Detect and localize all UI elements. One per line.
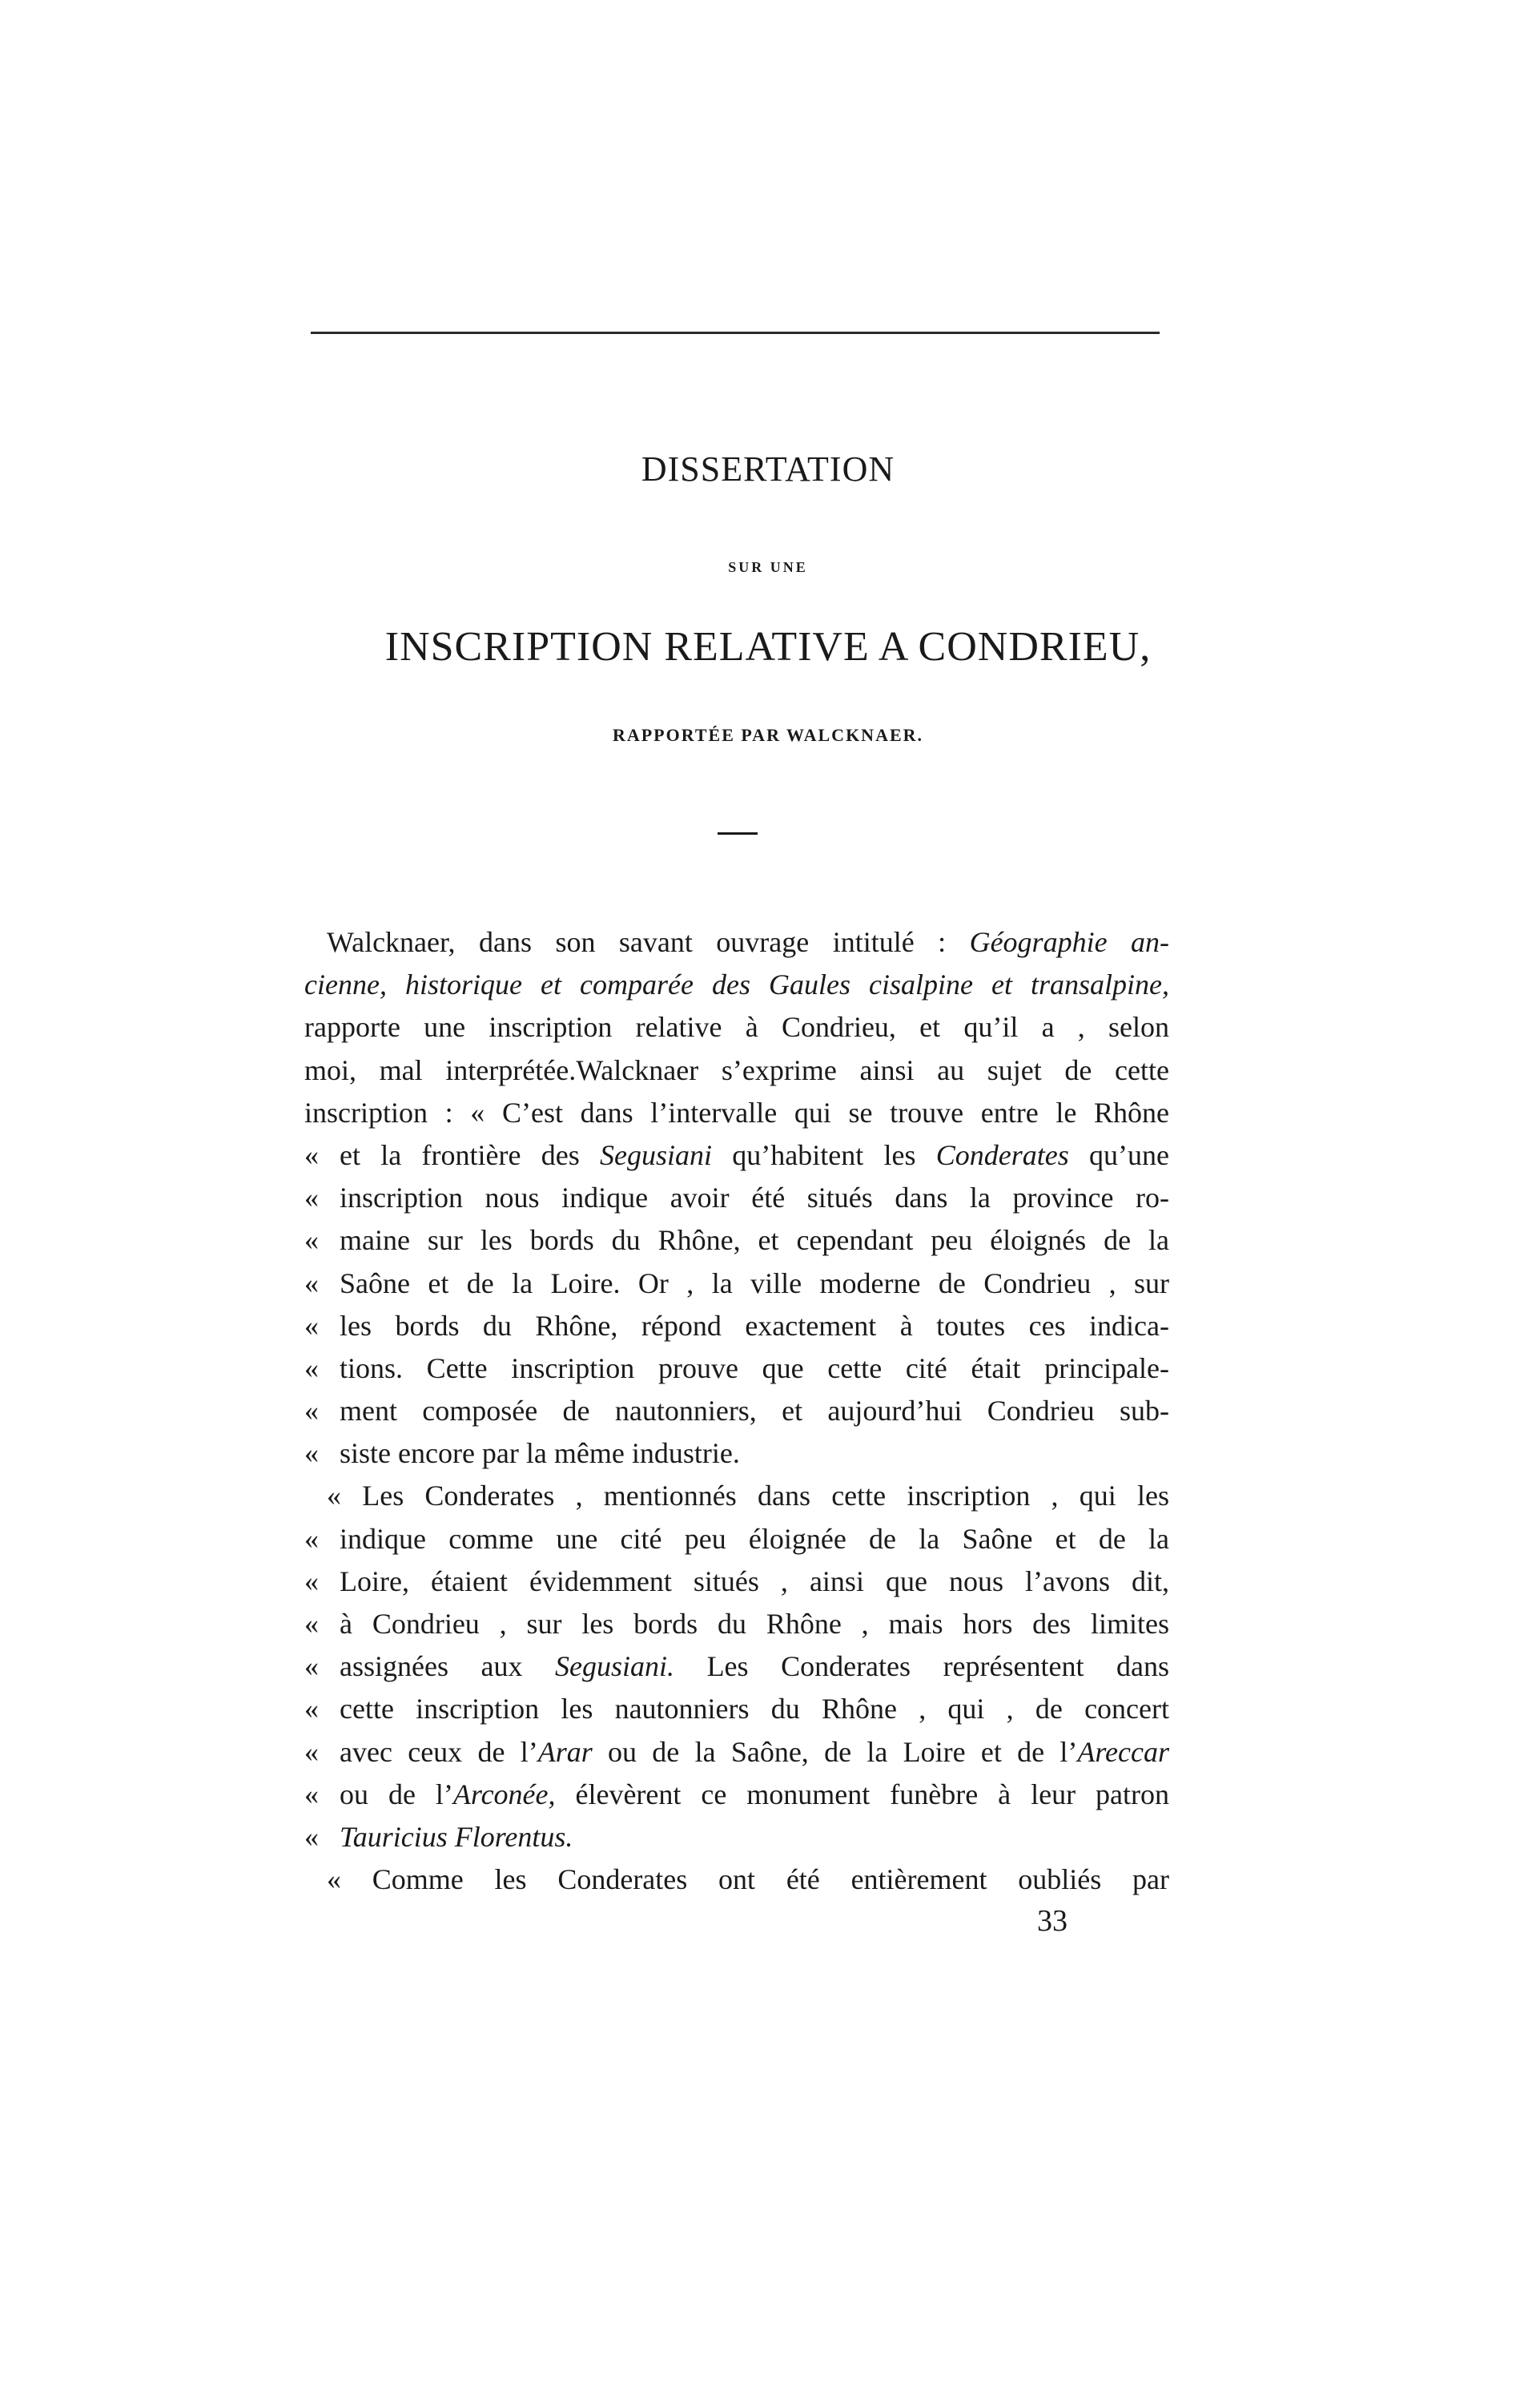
quote-mark: « bbox=[304, 1735, 319, 1768]
text-segment: siste encore par la même industrie. bbox=[340, 1437, 740, 1470]
quote-mark: « bbox=[304, 1437, 319, 1470]
text-segment: Walcknaer, dans son savant ouvrage intitulé : bbox=[327, 926, 970, 958]
text-line bbox=[304, 1774, 1169, 1816]
text-segment: Loire, étaient évidemment situés , ainsi que nous l’avons dit, bbox=[340, 1564, 1169, 1597]
quote-mark: « bbox=[304, 1351, 319, 1384]
text-segment: inscription nous indique avoir été situés dans la province ro- bbox=[340, 1182, 1169, 1214]
text-line bbox=[304, 1518, 1169, 1560]
text-line bbox=[304, 1006, 1169, 1049]
text-line bbox=[304, 1092, 1169, 1134]
text-line bbox=[304, 1390, 1169, 1432]
quote-mark: « bbox=[304, 1266, 319, 1299]
text-line bbox=[304, 964, 1169, 1006]
page-title: DISSERTATION bbox=[641, 449, 895, 489]
text-segment: ment composée de nautonniers, et aujourd’hui Condrieu sub- bbox=[340, 1395, 1169, 1427]
quote-mark: « bbox=[304, 1395, 319, 1427]
text-segment: élevèrent ce monument funèbre à leur patron bbox=[555, 1778, 1169, 1810]
text-line bbox=[304, 1219, 1169, 1262]
text-segment: tions. Cette inscription prouve que cette cité était principale- bbox=[340, 1351, 1169, 1384]
text-line bbox=[304, 1645, 1169, 1688]
italic-text: Arconée, bbox=[452, 1778, 556, 1810]
text-line bbox=[304, 1262, 1169, 1305]
text-segment: qu’une bbox=[1068, 1138, 1170, 1171]
quote-mark: « bbox=[304, 1608, 319, 1640]
text-line bbox=[304, 921, 1169, 964]
page-subtitle: INSCRIPTION RELATIVE A CONDRIEU, bbox=[384, 624, 1152, 670]
italic-text: Areccar bbox=[1077, 1735, 1169, 1768]
text-line bbox=[304, 1177, 1169, 1219]
page-number: 33 bbox=[1037, 1904, 1068, 1938]
text-segment: inscription : « C’est dans l’intervalle qui se trouve entre le Rhône bbox=[304, 1096, 1169, 1129]
text-segment: « Comme les Conderates ont été entièrement oubliés par bbox=[327, 1863, 1169, 1896]
quote-mark: « bbox=[304, 1224, 319, 1257]
text-segment: ou de l’ bbox=[340, 1778, 453, 1810]
text-line bbox=[304, 1305, 1169, 1347]
text-segment: les bords du Rhône, répond exactement à toutes ces indica- bbox=[340, 1309, 1169, 1342]
italic-text: Géographie an- bbox=[969, 926, 1169, 958]
quote-mark: « bbox=[304, 1522, 319, 1555]
text-line bbox=[304, 1347, 1169, 1390]
quote-mark: « bbox=[304, 1309, 319, 1342]
quote-mark: « bbox=[304, 1564, 319, 1597]
byline: RAPPORTÉE PAR WALCKNAER. bbox=[612, 725, 924, 745]
text-line bbox=[304, 1858, 1169, 1901]
text-segment: « Les Conderates , mentionnés dans cette inscription , qui les bbox=[327, 1480, 1169, 1512]
text-segment: maine sur les bords du Rhône, et cependant peu éloignés de la bbox=[340, 1224, 1169, 1257]
italic-text: cienne, historique et comparée des Gaules cisalpine et transalpine, bbox=[304, 968, 1169, 1001]
italic-text: Segusiani. bbox=[555, 1650, 675, 1683]
quote-mark: « bbox=[304, 1778, 319, 1810]
quote-mark: « bbox=[304, 1820, 319, 1853]
text-segment: qu’habitent les bbox=[711, 1138, 936, 1171]
text-segment: Saône et de la Loire. Or , la ville moderne de Condrieu , sur bbox=[340, 1266, 1169, 1299]
text-segment: rapporte une inscription relative à Condrieu, et qu’il a , selon bbox=[304, 1011, 1169, 1044]
quote-mark: « bbox=[304, 1138, 319, 1171]
text-line bbox=[304, 1603, 1169, 1645]
text-segment: et la frontière des bbox=[340, 1138, 600, 1171]
sur-une-label: SUR UNE bbox=[728, 559, 808, 575]
text-segment: indique comme une cité peu éloignée de la Saône et de la bbox=[340, 1522, 1169, 1555]
italic-text: Arar bbox=[537, 1735, 593, 1768]
text-segment: à Condrieu , sur les bords du Rhône , mais hors des limites bbox=[340, 1608, 1169, 1640]
text-line bbox=[304, 1731, 1169, 1774]
text-line bbox=[304, 1560, 1169, 1603]
quote-mark: « bbox=[304, 1693, 319, 1725]
top-rule bbox=[311, 332, 1160, 334]
text-line bbox=[304, 1049, 1169, 1092]
quote-mark: « bbox=[304, 1650, 319, 1683]
text-line bbox=[304, 1432, 1169, 1475]
body-text bbox=[304, 921, 1169, 1901]
quote-mark: « bbox=[304, 1182, 319, 1214]
italic-text: Segusiani bbox=[599, 1138, 712, 1171]
italic-text: Conderates bbox=[935, 1138, 1069, 1171]
text-line bbox=[304, 1816, 1169, 1858]
text-line bbox=[304, 1134, 1169, 1177]
text-segment: assignées aux bbox=[340, 1650, 556, 1683]
text-segment: moi, mal interprétée.Walcknaer s’exprime ainsi au sujet de cette bbox=[304, 1053, 1169, 1086]
section-divider bbox=[718, 832, 758, 835]
text-segment: ou de la Saône, de la Loire et de l’ bbox=[592, 1735, 1078, 1768]
text-segment: Les Conderates représentent dans bbox=[674, 1650, 1169, 1683]
text-line bbox=[304, 1475, 1169, 1517]
text-segment: avec ceux de l’ bbox=[340, 1735, 538, 1768]
text-line bbox=[304, 1688, 1169, 1730]
text-segment: cette inscription les nautonniers du Rhône , qui , de concert bbox=[340, 1693, 1169, 1725]
italic-text: Tauricius Florentus. bbox=[340, 1820, 573, 1853]
